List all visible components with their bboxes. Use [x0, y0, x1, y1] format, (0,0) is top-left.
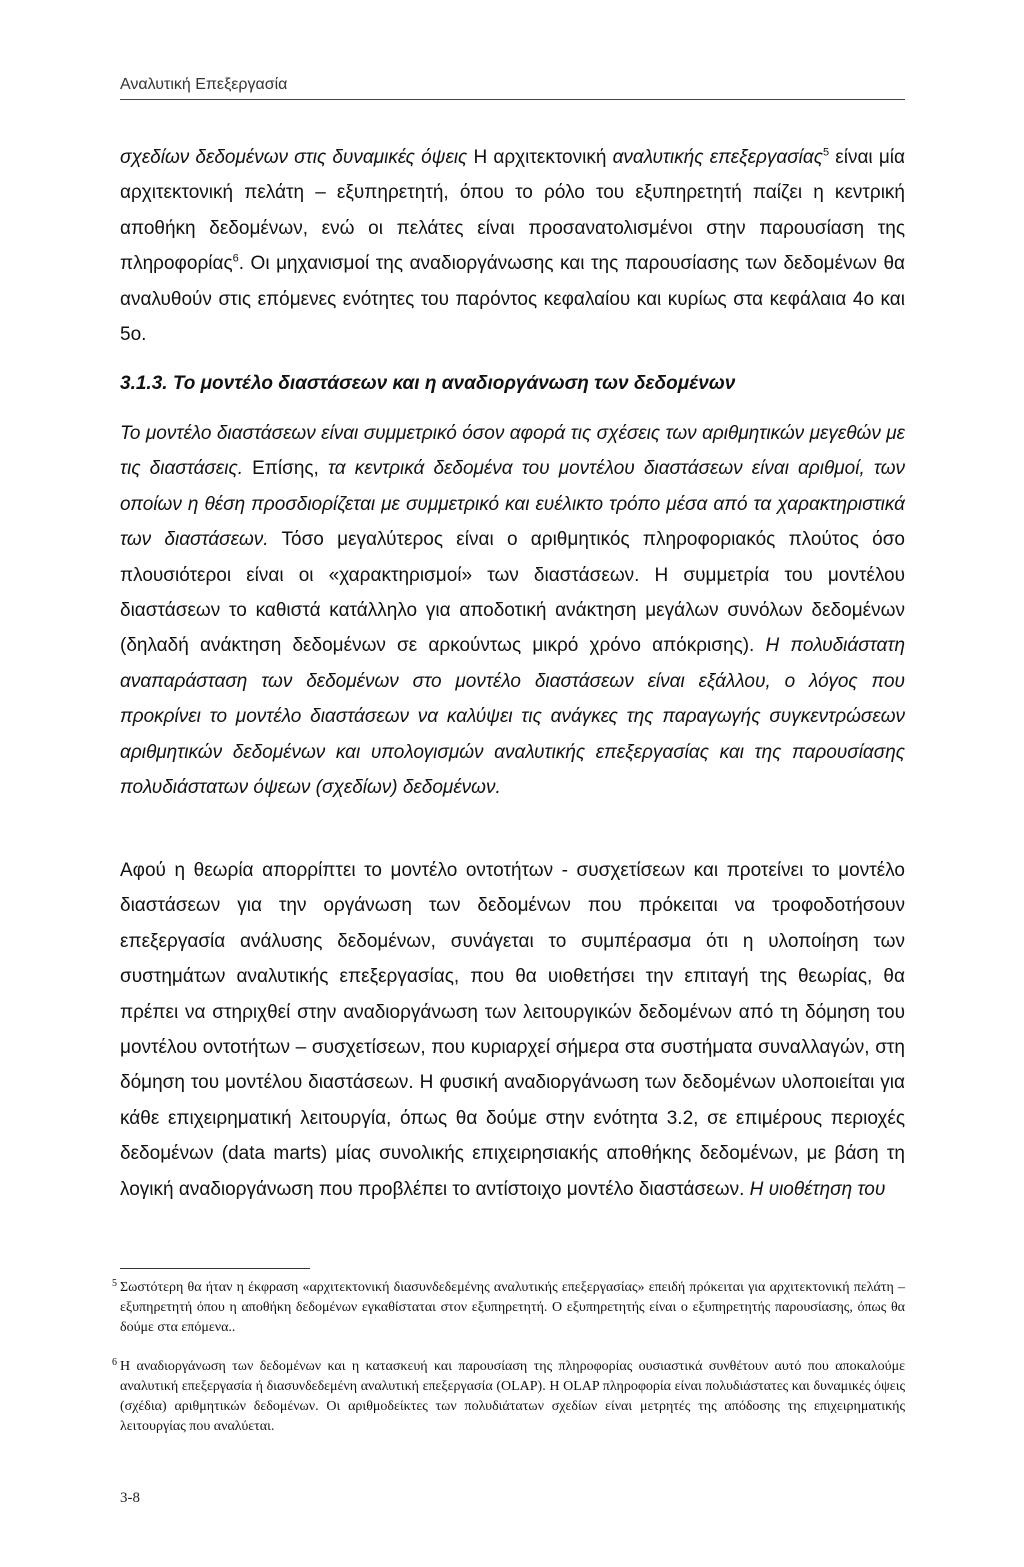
p1-text-2: είναι μία αρχιτεκτονική πελάτη – εξυπηρετητή, όπου το ρόλο του εξυπηρετητή παίζει η κεντρική αποθήκη δεδομένων, ενώ οι πελάτες είναι προσανατολισμένοι στην παρουσίαση της πληροφορίας	[120, 147, 905, 275]
p2-text-2: Τόσο μεγαλύτερος είναι ο αριθμητικός πληροφοριακός πλούτος όσο πλουσιότεροι είναι οι «χαρακτηρισμοί» των διαστάσεων. Η συμμετρία του μοντέλου διαστάσεων το καθιστά κατάλληλο για αποδοτική ανάκτηση μεγάλων συνόλων δεδομένων (δηλαδή ανάκτηση δεδομένων σε αρκούντως μικρό χρόνο απόκρισης).	[120, 529, 905, 657]
p1-text-1: Η αρχιτεκτονική	[467, 147, 613, 168]
header-rule	[120, 99, 905, 100]
p1-italic-1: σχεδίων δεδομένων στις δυναμικές όψεις	[120, 147, 468, 168]
page-number: 3-8	[120, 1490, 140, 1506]
footnote-6-text: Η αναδιοργάνωση των δεδομένων και η κατασκευή και παρουσίαση της πληροφορίας ουσιαστικά συνθέτουν αυτό που αποκαλούμε αναλυτική επεξεργασία ή διασυνδεδεμένη αναλυτική επεξεργασία (OLAP). Η OLAP πληροφορία είναι πολυδιάστατες και δυναμικές όψεις (σχέδια) αριθμητικών δεδομένων. Οι αριθμοδείκτες των πολυδιάτατων σχεδίων είναι μετρητές της απόδοσης της επιχειρηματικής λειτουργίας που αναλύεται.	[120, 1359, 905, 1434]
p1-text-3: . Οι μηχανισμοί της αναδιοργάνωσης και της παρουσίασης των δεδομένων θα αναλυθούν στις επόμενες ενότητες του παρόντος κεφαλαίου και κυρίως στα κεφάλαια 4ο και 5ο.	[120, 253, 905, 346]
section-heading: 3.1.3. Το μοντέλο διαστάσεων και η αναδιοργάνωση των δεδομένων	[120, 373, 736, 394]
p2-italic-3: Η πολυδιάστατη αναπαράσταση των δεδομένων στο μοντέλο διαστάσεων είναι εξάλλου, ο λόγος που προκρίνει το μοντέλο διαστάσεων να καλύψει τις ανάγκες της παραγωγής συγκεντρώσεων αριθμητικών δεδομένων και υπολογισμών αναλυτικής επεξεργασίας και της παρουσίασης πολυδιάστατων όψεων (σχεδίων) δεδομένων.	[120, 635, 905, 799]
footnote-ref-6: 6	[232, 252, 239, 265]
running-head: Αναλυτική Επεξεργασία	[120, 76, 288, 93]
footnote-6-mark: 6	[112, 1357, 117, 1368]
p2-italic-2: τα κεντρικά δεδομένα του μοντέλου διαστάσεων είναι αριθμοί, των οποίων η θέση προσδιορίζεται με συμμετρικό και ευέλικτο τρόπο μέσα από τα χαρακτηριστικά των διαστάσεων.	[120, 458, 905, 551]
footnote-6	[112, 1357, 905, 1437]
footnote-5-text: Σωστότερη θα ήταν η έκφραση «αρχιτεκτονική διασυνδεδεμένης αναλυτικής επεξεργασίας» επειδή πρόκειται για αρχιτεκτονική πελάτη – εξυπηρετητή όπου η αποθήκη δεδομένων εγκαθίσταται στον εξυπηρετητή. Ο εξυπηρετητής είναι ο εξυπηρετητής παρουσίασης, όπως θα δούμε στα επόμενα..	[120, 1280, 905, 1335]
footnote-5-mark: 5	[112, 1278, 117, 1289]
p3-italic-1: Η υιοθέτηση του	[749, 1178, 886, 1200]
paragraph-2	[120, 416, 905, 805]
p2-text-1: Επίσης,	[242, 458, 328, 480]
footnote-ref-5: 5	[822, 146, 830, 159]
p2-italic-1: Το μοντέλο διαστάσεων είναι συμμετρικό όσον αφορά τις σχέσεις των αριθμητικών μεγεθών με τις διαστάσεις.	[120, 423, 905, 480]
footnote-5	[112, 1278, 905, 1338]
paragraph-3	[120, 853, 905, 1207]
p3-text-1: Αφού η θεωρία απορρίπτει το μοντέλο οντοτήτων - συσχετίσεων και προτείνει το μοντέλο διαστάσεων για την οργάνωση των δεδομένων που πρόκειται να τροφοδοτήσουν επεξεργασία ανάλυσης δεδομένων, συνάγεται το συμπέρασμα ότι η υλοποίηση των συστημάτων αναλυτικής επεξεργασίας, που θα υιοθετήσει την επιταγή της θεωρίας, θα πρέπει να στηριχθεί στην αναδιοργάνωση των λειτουργικών δεδομένων από τη δόμηση του μοντέλου οντοτήτων – συσχετίσεων, που κυριαρχεί σήμερα στα συστήματα συναλλαγών, στη δόμηση του μοντέλου διαστάσεων. Η φυσική αναδιοργάνωση των δεδομένων υλοποιείται για κάθε επιχειρηματική λειτουργία, όπως θα δούμε στην ενότητα 3.2, σε επιμέρους περιοχές δεδομένων (data marts) μίας συνολικής επιχειρησιακής αποθήκης δεδομένων, με βάση τη λογική αναδιοργάνωση που προβλέπει το αντίστοιχο μοντέλο διαστάσεων.	[120, 860, 905, 1200]
p1-italic-2: αναλυτικής επεξεργασίας	[612, 147, 823, 168]
paragraph-1	[120, 140, 905, 352]
footnote-rule	[120, 1268, 310, 1269]
